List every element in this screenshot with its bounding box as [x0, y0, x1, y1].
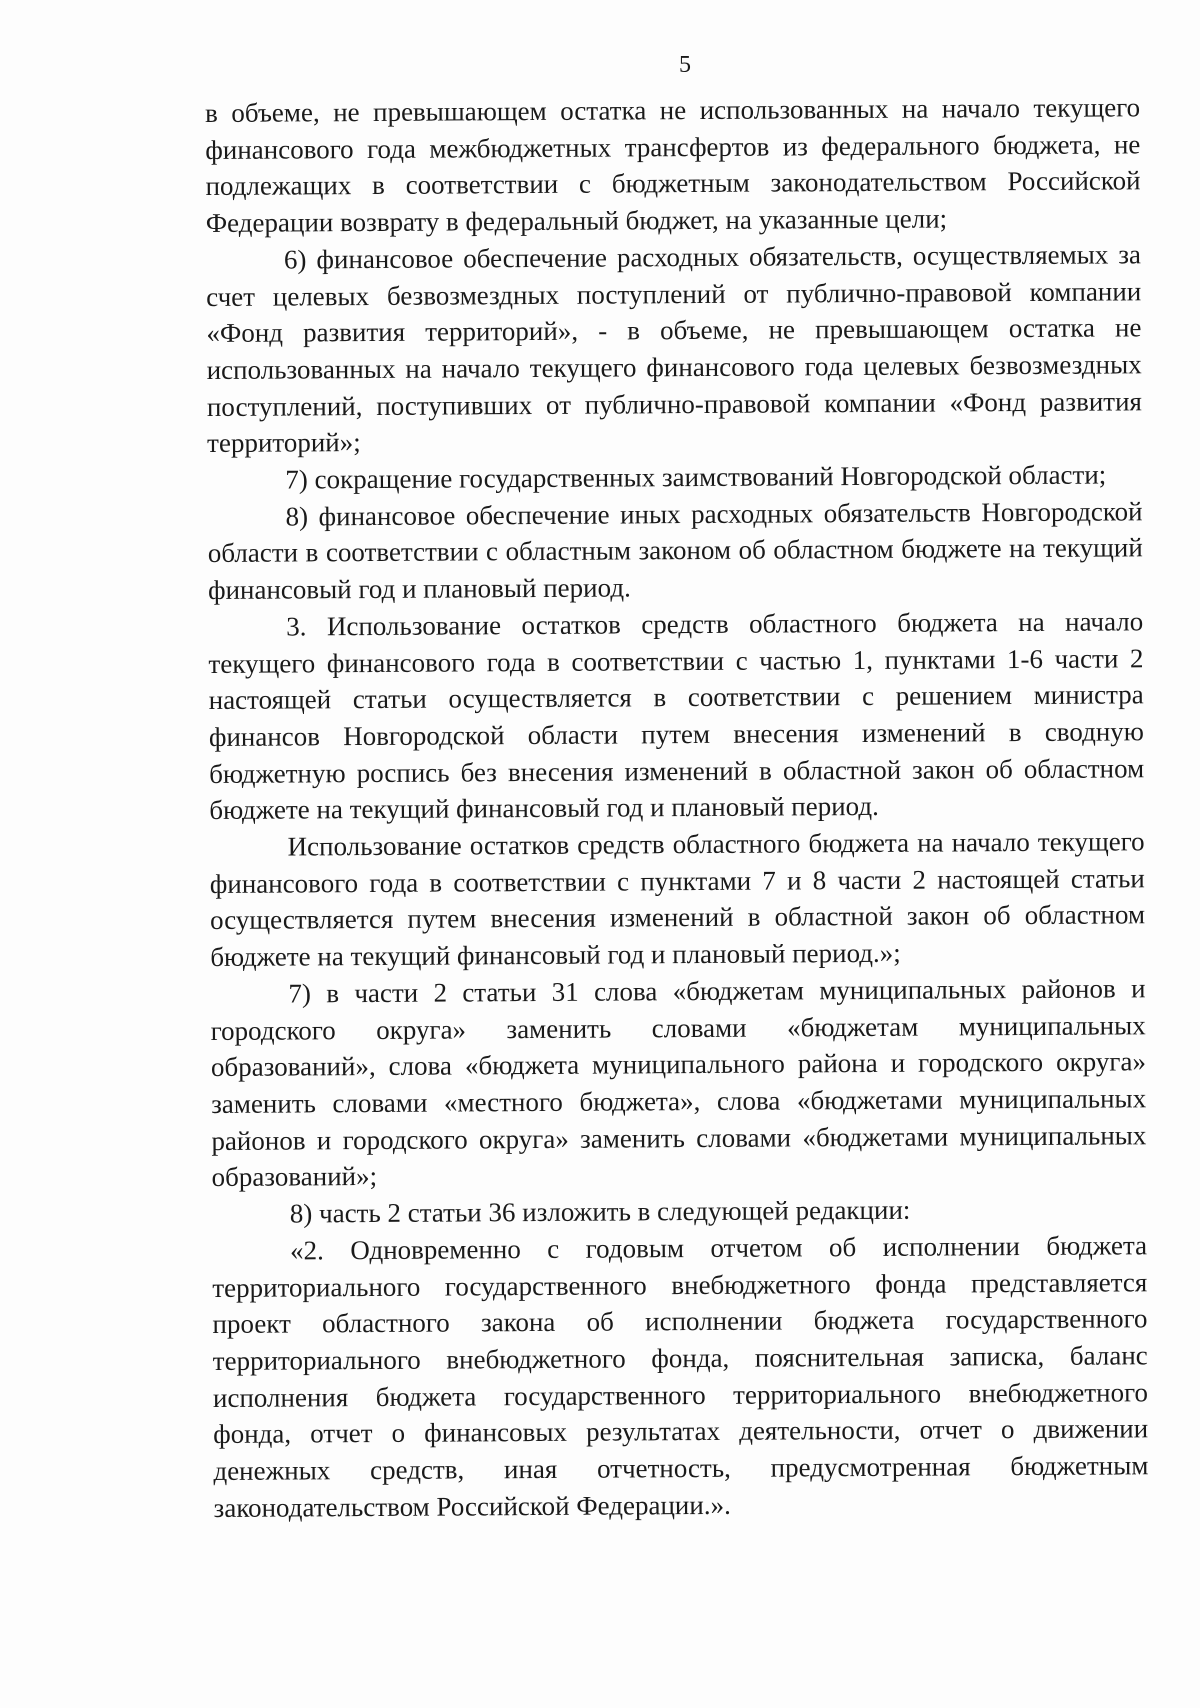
document-body	[205, 89, 1149, 1526]
paragraph: 7) в части 2 статьи 31 слова «бюджетам муниципальных районов и городского округа» заменить словами «бюджетам муниципальных образований», слова «бюджета муниципального района и городского округа» заменить словами «местного бюджета», слова «бюджетами муниципальных районов и городского округа» заменить словами «бюджетами муниципальных образований»;	[210, 973, 1147, 1193]
paragraph: в объеме, не превышающем остатка не использованных на начало текущего финансового года межбюджетных трансфертов из федерального бюджета, не подлежащих в соответствии с бюджетным законодательством Российской Федерации возврату в федеральный бюджет, на указанные цели;	[205, 92, 1141, 239]
paragraph: Использование остатков средств областного бюджета на начало текущего финансового года в соответствии с пунктами 7 и 8 части 2 настоящей статьи осуществляется путем внесения изменений в областной закон об областном бюджете на текущий финансовый год и плановый период.»;	[209, 826, 1146, 973]
paragraph: 3. Использование остатков средств областного бюджета на начало текущего финансового года в соответствии с частью 1, пунктами 1-6 части 2 настоящей статьи осуществляется в соответствии с решением министра финансов Новгородской области путем внесения изменений в сводную бюджетную роспись без внесения изменений в областной закон об областном бюджете на текущий финансовый год и плановый период.	[208, 606, 1145, 826]
page-number: 5	[679, 52, 691, 78]
paragraph: «2. Одновременно с годовым отчетом об исполнении бюджета территориального государственного внебюджетного фонда представляется проект областного закона об исполнении бюджета государственного территориального внебюджетного фонда, пояснительная записка, баланс исполнения бюджета государственного территориального внебюджетного фонда, отчет о финансовых результатах деятельности, отчет о движении денежных средств, иная отчетность, предусмотренная бюджетным законодательством Российской Федерации.».	[212, 1230, 1149, 1523]
paragraph: 6) финансовое обеспечение расходных обязательств, осуществляемых за счет целевых безвозмездных поступлений от публично-правовой компании «Фонд развития территорий», - в объеме, не превышающем остатка не использованных на начало текущего финансового года целевых безвозмездных поступлений, поступивших от публично-правовой компании «Фонд развития территорий»;	[206, 239, 1142, 459]
paragraph: 7) сокращение государственных заимствований Новгородской области;	[285, 459, 1107, 495]
paragraph: 8) часть 2 статьи 36 изложить в следующей редакции:	[289, 1194, 911, 1229]
paragraph: 8) финансовое обеспечение иных расходных обязательств Новгородской области в соответствии с областным законом об областном бюджете на текущий финансовый год и плановый период.	[207, 496, 1143, 606]
